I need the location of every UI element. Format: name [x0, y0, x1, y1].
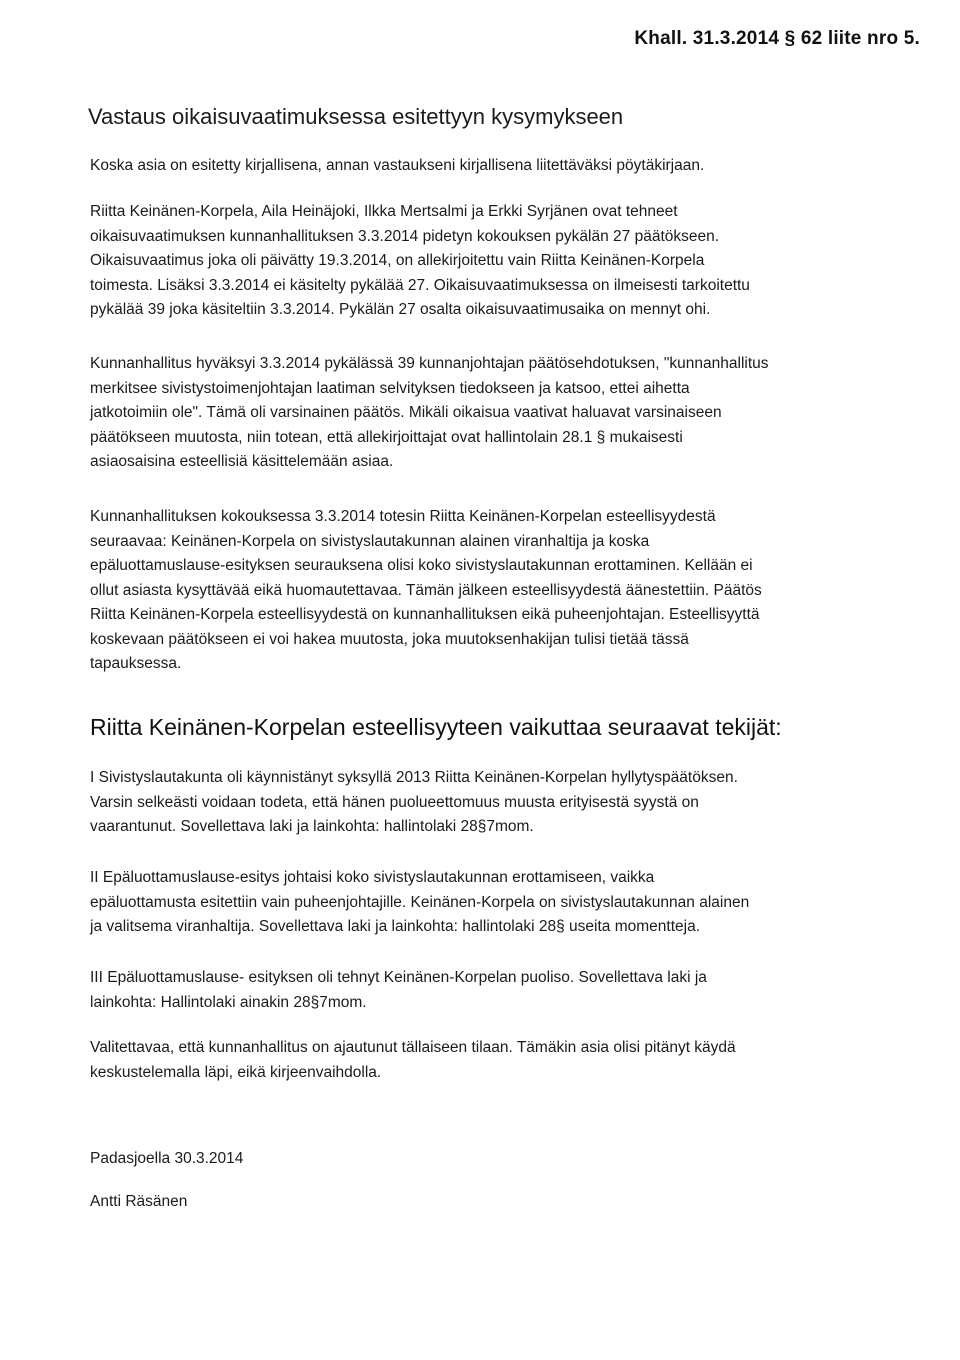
text-line: seuraavaa: Keinänen-Korpela on sivistyslautakunnan alainen viranhaltija ja koska: [90, 532, 650, 550]
text-line: pykälää 39 joka käsiteltiin 3.3.2014. Pykälän 27 osalta oikaisuvaatimusaika on mennyt ohi.: [90, 301, 711, 318]
paragraph-intro: [90, 154, 880, 179]
paragraph-factor-2: [90, 866, 880, 940]
text-line: lainkohta: Hallintolaki ainakin 28§7mom.: [90, 993, 367, 1011]
text-line: Varsin selkeästi voidaan todeta, että hänen puolueettomuus muusta erityisestä syystä on: [90, 793, 699, 811]
text-line: III Epäluottamuslause- esityksen oli tehnyt Keinänen-Korpelan puoliso. Sovellettava laki ja: [90, 969, 707, 986]
text-line: epäluottamuslause-esityksen seurauksena olisi koko sivistyslautakunnan erottaminen. Kellään ei: [90, 557, 753, 574]
place-date: Padasjoella 30.3.2014: [90, 1150, 244, 1167]
text-line: merkitsee sivistystoimenjohtajan laatiman selvityksen tiedokseen ja katsoo, ettei aihetta: [90, 379, 690, 397]
text-line: päätökseen muutosta, niin totean, että allekirjoittajat ovat hallintolain 28.1 § mukaisesti: [90, 428, 683, 446]
text-line: epäluottamusta esitettiin vain puheenjohtajille. Keinänen-Korpela on sivistyslautakunnan alainen: [90, 893, 750, 911]
text-line: tapauksessa.: [90, 655, 182, 672]
text-line: ollut asiasta kysyttävää eikä huomautettavaa. Tämän jälkeen esteellisyydestä äänestettiin. Päätös: [90, 581, 762, 599]
text-line: toimesta. Lisäksi 3.3.2014 ei käsitelty pykälää 27. Oikaisuvaatimuksessa on ilmeisesti tarkoitettu: [90, 276, 750, 294]
text-line: I Sivistyslautakunta oli käynnistänyt syksyllä 2013 Riitta Keinänen-Korpelan hyllytyspäätöksen.: [90, 769, 738, 786]
text-line: Valitettavaa, että kunnanhallitus on ajautunut tällaiseen tilaan. Tämäkin asia olisi pitänyt käydä: [90, 1039, 736, 1056]
text-line: Kunnanhallitus hyväksyi 3.3.2014 pykälässä 39 kunnanjohtajan päätösehdotuksen, "kunnanhallitus: [90, 355, 769, 372]
paragraph-closing: [90, 1036, 880, 1085]
paragraph-claim: [90, 200, 880, 323]
text-line: II Epäluottamuslause-esitys johtaisi koko sivistyslautakunnan erottamiseen, vaikka: [90, 869, 655, 886]
text-line: Oikaisuvaatimus joka oli päivätty 19.3.2014, on allekirjoitettu vain Riitta Keinänen-Korpela: [90, 252, 705, 269]
text-line: koskevaan päätökseen ei voi hakea muutosta, joka muutoksenhakijan tulisi tietää tässä: [90, 630, 689, 648]
stamp-header: Khall. 31.3.2014 § 62 liite nro 5.: [634, 28, 920, 49]
text-line: jatkotoimiin ole". Tämä oli varsinainen päätös. Mikäli oikaisua vaativat haluavat varsinaiseen: [90, 404, 722, 421]
paragraph-factor-1: [90, 766, 880, 840]
section-heading: Riitta Keinänen-Korpelan esteellisyyteen vaikuttaa seuraavat tekijät:: [90, 714, 782, 740]
text-line: Riitta Keinänen-Korpela esteellisyydestä on kunnanhallituksen eikä puheenjohtajan. Esteellisyyttä: [90, 606, 760, 623]
text-line: Riitta Keinänen-Korpela, Aila Heinäjoki, Ilkka Mertsalmi ja Erkki Syrjänen ovat tehneet: [90, 203, 678, 220]
text-line: asiaosaisina esteellisiä käsittelemään asiaa.: [90, 453, 394, 470]
text-line: Koska asia on esitetty kirjallisena, annan vastaukseni kirjallisena liitettäväksi pöytäkirjaan.: [90, 157, 705, 174]
document-title: Vastaus oikaisuvaatimuksessa esitettyyn kysymykseen: [88, 104, 624, 129]
paragraph-decision: [90, 352, 880, 475]
signature-name: Antti Räsänen: [90, 1193, 188, 1210]
text-line: ja valitsema viranhaltija. Sovellettava laki ja lainkohta: hallintolaki 28§ useita momentteja.: [90, 918, 700, 935]
text-line: oikaisuvaatimuksen kunnanhallituksen 3.3.2014 pidetyn kokouksen pykälän 27 päätökseen.: [90, 227, 720, 245]
text-line: Kunnanhallituksen kokouksessa 3.3.2014 totesin Riitta Keinänen-Korpelan esteellisyydestä: [90, 508, 716, 525]
text-line: keskustelemalla läpi, eikä kirjeenvaihdolla.: [90, 1063, 382, 1081]
text-line: vaarantunut. Sovellettava laki ja lainkohta: hallintolaki 28§7mom.: [90, 818, 534, 835]
paragraph-meeting: [90, 505, 880, 677]
paragraph-factor-3: [90, 966, 880, 1015]
